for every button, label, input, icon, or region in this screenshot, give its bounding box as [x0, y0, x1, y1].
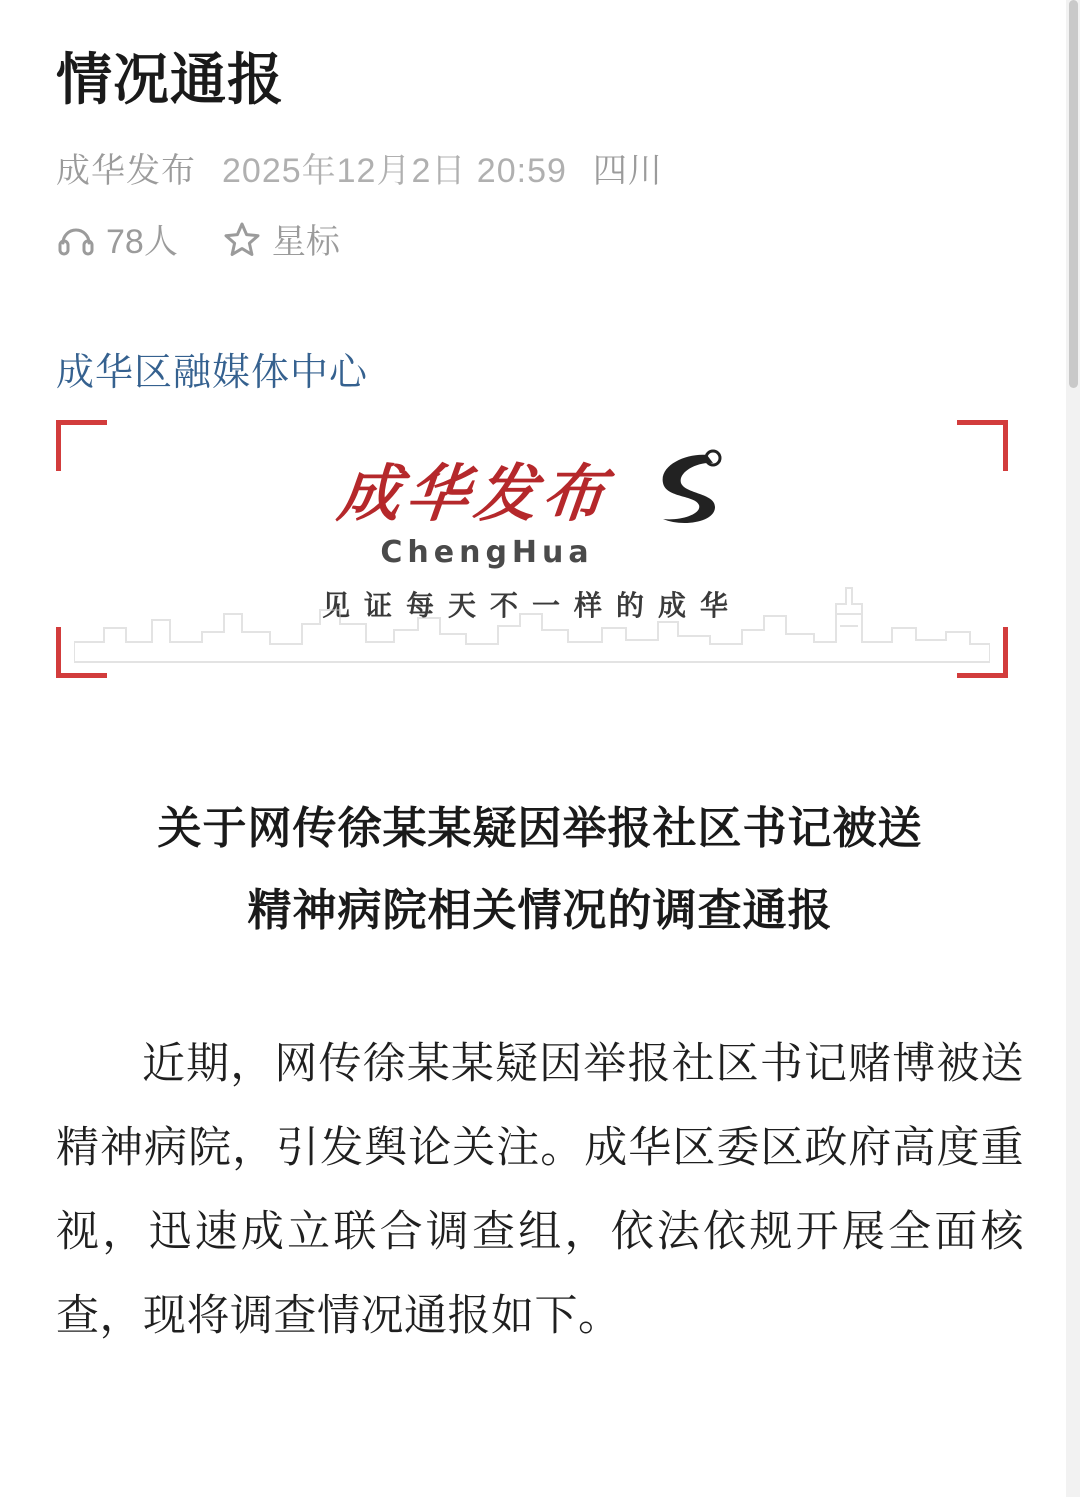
brand-slogan: 见证每天不一样的成华 [321, 589, 742, 623]
article-stats [56, 214, 1024, 263]
logo-banner [56, 420, 1008, 678]
swirl-icon [629, 449, 725, 529]
article-headline [56, 788, 1024, 951]
brand-name-cn: 成华发布 [334, 457, 615, 531]
article-body [56, 1023, 1024, 1358]
logo-main-row [334, 444, 725, 533]
region-label: 四川 [592, 152, 663, 191]
article-meta [56, 143, 1024, 192]
skyline-graphic [74, 584, 990, 664]
star-icon [222, 219, 262, 259]
scrollbar-thumb[interactable] [1069, 0, 1078, 388]
star-label: 星标 [271, 223, 340, 262]
page-title: 情况通报 [56, 48, 284, 111]
headphone-icon [56, 219, 96, 259]
listen-count-group[interactable] [56, 214, 178, 263]
publish-date: 2025年12月2日 20:59 [222, 152, 567, 191]
listen-count-label: 78人 [106, 223, 178, 262]
source-label[interactable]: 成华区融媒体中心 [56, 352, 369, 395]
article-paragraph-1: 近期，网传徐某某疑因举报社区书记赌博被送精神病院，引发舆论关注。成华区委区政府高度重视，迅速成立联合调查组，依法依规开展全面核查，现将调查情况通报如下。 [56, 1039, 1024, 1340]
article-headline-line-2: 精神病院相关情况的调查通报 [247, 885, 833, 935]
brand-name-en: ChengHua [380, 535, 594, 571]
scrollbar-track[interactable] [1066, 0, 1080, 1497]
star-group[interactable] [222, 214, 340, 263]
article-headline-line-1: 关于网传徐某某疑因举报社区书记被送 [157, 804, 923, 854]
author-name[interactable]: 成华发布 [56, 152, 196, 191]
